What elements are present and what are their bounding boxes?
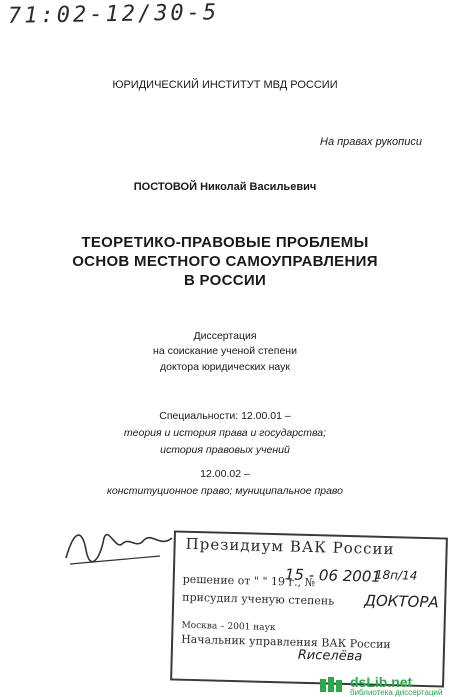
stamp-handwritten-date: 15 - 06 2001 xyxy=(284,565,382,586)
specialty-line-4: 12.00.02 – xyxy=(200,468,250,480)
handwritten-catalog-code: 71:02-12/30-5 xyxy=(7,0,220,29)
title-line-1: ТЕОРЕТИКО-ПРАВОВЫЕ ПРОБЛЕМЫ xyxy=(81,234,369,251)
stamp-degree-line: присудил ученую степень xyxy=(182,590,335,608)
author-name: ПОСТОВОЙ Николай Васильевич xyxy=(133,181,317,193)
stamp-city-line: Москва – 2001 наук xyxy=(181,620,276,634)
degree-line-2: на соискание ученой степени xyxy=(153,345,297,357)
handwritten-signature xyxy=(60,520,180,570)
degree-line-3: доктора юридических наук xyxy=(160,361,290,373)
watermark-brand: dsLib.net xyxy=(350,674,413,690)
stamp-title: Президиум ВАК России xyxy=(185,534,395,559)
stamp-decision-line: решение от " " 19 г., № xyxy=(182,572,316,590)
stamp-head-line: Начальник управления ВАК России xyxy=(180,632,391,652)
specialty-line-1: Специальности: 12.00.01 – xyxy=(159,410,291,422)
stamp-handwritten-signature: Rиселёва xyxy=(297,647,363,665)
title-line-3: В РОССИИ xyxy=(183,272,267,289)
stamp-handwritten-number: 18п/14 xyxy=(374,567,418,583)
rights-note: На правах рукописи xyxy=(320,136,422,148)
specialty-line-3: история правовых учений xyxy=(160,444,290,456)
degree-line-1: Диссертация xyxy=(193,330,257,342)
stamp-handwritten-degree: ДОКТОРА xyxy=(364,591,439,612)
specialty-line-5: конституционное право; муниципальное право xyxy=(106,485,344,497)
institute-name: ЮРИДИЧЕСКИЙ ИНСТИТУТ МВД РОССИИ xyxy=(112,79,338,91)
book-stack-icon xyxy=(318,676,346,694)
specialty-line-2: теория и история права и государства; xyxy=(123,427,327,439)
vak-approval-stamp xyxy=(170,530,448,687)
title-line-2: ОСНОВ МЕСТНОГО САМОУПРАВЛЕНИЯ xyxy=(72,253,378,270)
watermark-subtitle: библиотека диссертаций xyxy=(350,688,443,697)
